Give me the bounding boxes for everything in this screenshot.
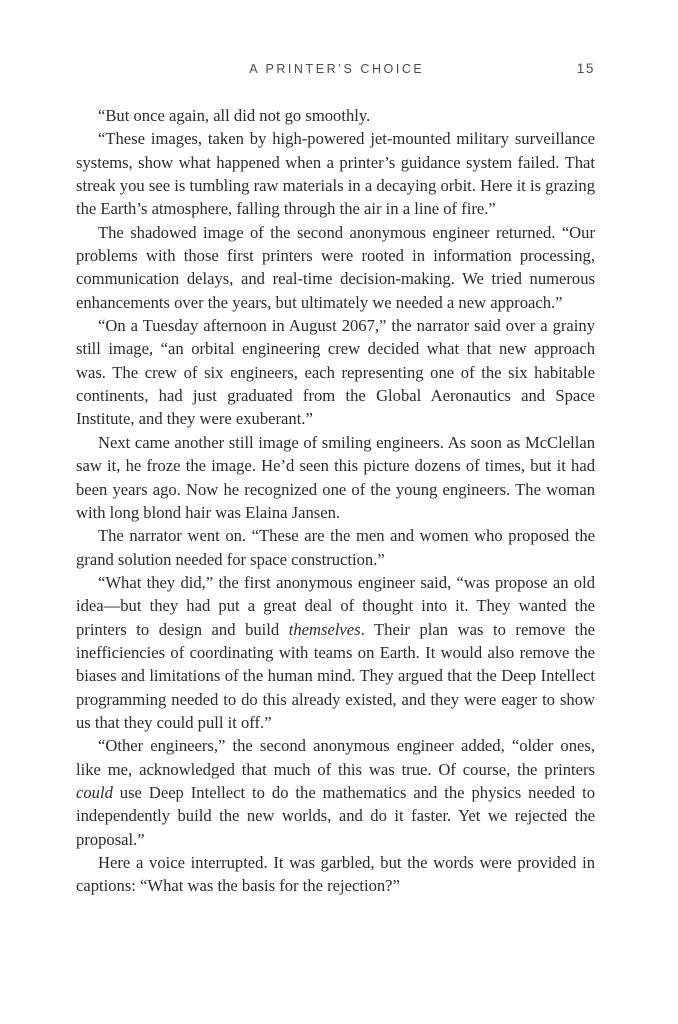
paragraph-text: . Their plan was to remove the inefficiencies of coordinating with teams on Earth. It would also remove the biases and limitations of the human mind. They argued that the Deep Intellect programming needed to do this already existed, and they were eager to show us that they could pull it off.” [76, 619, 595, 732]
running-head-title: A PRINTER’S CHOICE [249, 62, 425, 76]
paragraph: “But once again, all did not go smoothly. [98, 106, 371, 125]
emphasis-text: could [76, 782, 113, 802]
paragraph: Next came another still image of smiling engineers. As soon as McClellan saw it, he froze the image. He’d seen this picture dozens of times, but it had been years ago. Now he recognized one of the young engineers. The woman with long blond hair was Elaina Jansen. [76, 432, 595, 522]
running-head [76, 59, 595, 81]
paragraph [76, 734, 595, 851]
paragraph-text: use Deep Intellect to do the mathematics and the physics needed to independently build the new worlds, and do it faster. Yet we rejected the proposal.” [76, 782, 595, 849]
paragraph: The narrator went on. “These are the men and women who proposed the grand solution needed for space construction.” [76, 526, 595, 569]
paragraph: “On a Tuesday afternoon in August 2067,” the narrator said over a grainy still image, “an orbital engineering crew decided what that new approach was. The crew of six engineers, each representing one of the six habitable continents, had just graduated from the Global Aeronautics and Space Institute, and they were exuberant.” [76, 316, 595, 429]
paragraph: The shadowed image of the second anonymous engineer returned. “Our problems with those first printers were rooted in information processing, communication delays, and real-time decision-making. We tried numerous enhancements over the years, but ultimately we needed a new approach.” [76, 222, 595, 312]
emphasis-text: themselves [288, 619, 361, 639]
page-number: 15 [576, 61, 595, 76]
paragraph-text: “What they did,” the first anonymous engineer said, “was propose an old idea—but they had put a great deal of thought into it. They wanted the printers to design and build [76, 572, 595, 639]
paragraph: Here a voice interrupted. It was garbled, but the words were provided in captions: “What was the basis for the rejection?” [76, 853, 595, 896]
paragraph: “These images, taken by high-powered jet-mounted military surveillance systems, show what happened when a printer’s guidance system failed. That streak you see is tumbling raw materials in a decaying orbit. Here it is grazing the Earth’s atmosphere, falling through the air in a line of fire.” [76, 129, 595, 219]
paragraph [76, 571, 595, 734]
paragraph-text: “Other engineers,” the second anonymous engineer added, “older ones, like me, acknowledged that much of this was true. Of course, the printers [76, 736, 595, 779]
body-text-block [76, 104, 595, 898]
